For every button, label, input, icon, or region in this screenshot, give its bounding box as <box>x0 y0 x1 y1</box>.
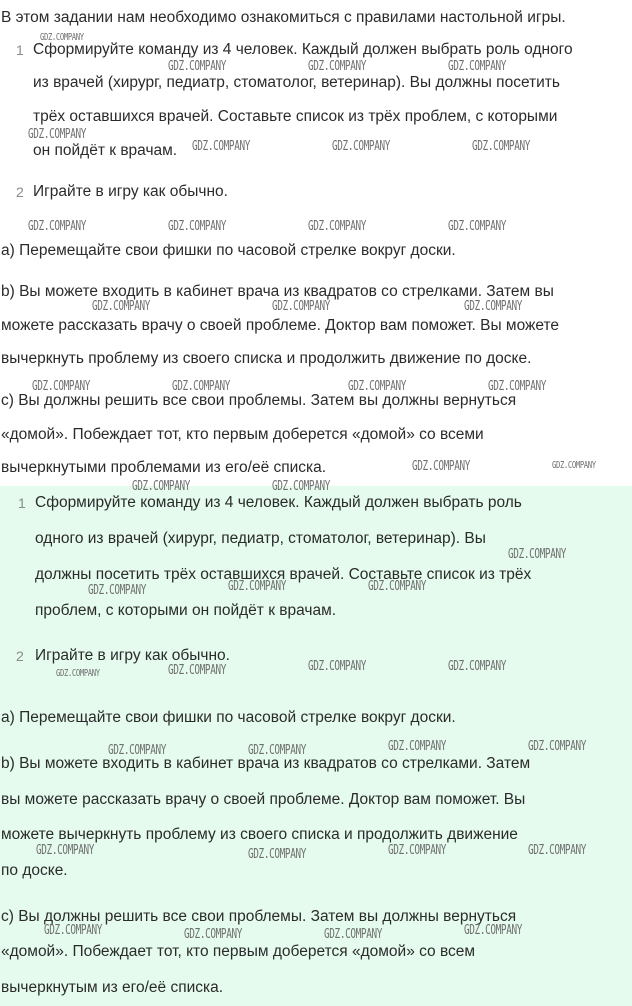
watermark: GDZ.COMPANY <box>32 379 91 394</box>
paragraph-line: можете вычеркнуть проблему из своего списка и продолжить движение <box>1 826 518 843</box>
watermark: GDZ.COMPANY <box>172 379 231 394</box>
list-number: 1 <box>18 495 26 511</box>
watermark: GDZ.COMPANY <box>324 927 383 942</box>
paragraph-line: вы можете рассказать врачу о своей проблеме. Доктор вам поможет. Вы <box>1 791 526 808</box>
paragraph-line: из врачей (хирург, педиатр, стоматолог, ветеринар). Вы должны посетить <box>33 74 560 91</box>
watermark: GDZ.COMPANY <box>332 139 391 154</box>
watermark: GDZ.COMPANY <box>44 923 103 938</box>
watermark: GDZ.COMPANY <box>508 547 567 562</box>
watermark: GDZ.COMPANY <box>388 843 447 858</box>
watermark: GDZ.COMPANY <box>88 583 147 598</box>
watermark: GDZ.COMPANY <box>228 579 287 594</box>
list-number: 2 <box>16 184 24 200</box>
paragraph-line: b) Вы можете входить в кабинет врача из квадратов со стрелками. Затем вы <box>1 283 554 300</box>
watermark: GDZ.COMPANY <box>308 659 367 674</box>
watermark: GDZ.COMPANY <box>168 663 227 678</box>
paragraph-line: b) Вы можете входить в кабинет врача из квадратов со стрелками. Затем <box>1 755 531 772</box>
watermark: GDZ.COMPANY <box>448 59 507 74</box>
paragraph-line: должны посетить трёх оставшихся врачей. Составьте список из трёх <box>35 566 532 583</box>
watermark: GDZ.COMPANY <box>528 843 587 858</box>
watermark: GDZ.COMPANY <box>132 479 191 494</box>
watermark: GDZ.COMPANY <box>168 219 227 234</box>
watermark: GDZ.COMPANY <box>248 847 307 862</box>
watermark: GDZ.COMPANY <box>488 379 547 394</box>
watermark: GDZ.COMPANY <box>272 299 331 314</box>
paragraph-line: трёх оставшихся врачей. Составьте список из трёх проблем, с которыми <box>33 108 558 125</box>
watermark: GDZ.COMPANY <box>272 479 331 494</box>
watermark: GDZ.COMPANY <box>92 299 151 314</box>
watermark: GDZ.COMPANY <box>464 923 523 938</box>
paragraph-line: Играйте в игру как обычно. <box>33 183 228 200</box>
paragraph-line: проблем, с которыми он пойдёт к врачам. <box>35 602 337 619</box>
paragraph-line: Сформируйте команду из 4 человек. Каждый должен выбрать роль одного <box>33 41 573 58</box>
watermark: GDZ.COMPANY <box>448 659 507 674</box>
paragraph-line: по доске. <box>1 862 68 879</box>
watermark: GDZ.COMPANY <box>28 219 87 234</box>
list-number: 2 <box>16 648 24 664</box>
watermark: GDZ.COMPANY <box>472 139 531 154</box>
paragraph-line: Сформируйте команду из 4 человек. Каждый должен выбрать роль <box>35 494 522 511</box>
watermark: GDZ.COMPANY <box>348 379 407 394</box>
watermark: GDZ.COMPANY <box>308 219 367 234</box>
list-number: 1 <box>16 42 24 58</box>
watermark: GDZ.COMPANY <box>184 927 243 942</box>
watermark: GDZ.COMPANY <box>168 59 227 74</box>
paragraph-line: вычеркнуть проблему из своего списка и продолжить движение по доске. <box>1 350 532 367</box>
watermark: GDZ.COMPANY <box>36 843 95 858</box>
watermark: GDZ.COMPANY <box>248 743 307 758</box>
watermark: GDZ.COMPANY <box>56 668 100 679</box>
paragraph-line: а) Перемещайте свои фишки по часовой стрелке вокруг доски. <box>1 242 456 259</box>
paragraph-line: вычеркнутым из его/её списка. <box>1 979 224 996</box>
intro-text: В этом задании нам необходимо ознакомиться с правилами настольной игры. <box>1 9 566 26</box>
watermark: GDZ.COMPANY <box>368 579 427 594</box>
paragraph-line: а) Перемещайте свои фишки по часовой стрелке вокруг доски. <box>1 709 456 726</box>
watermark: GDZ.COMPANY <box>308 59 367 74</box>
watermark: GDZ.COMPANY <box>464 299 523 314</box>
watermark: GDZ.COMPANY <box>108 743 167 758</box>
paragraph-line: «домой». Побеждает тот, кто первым доберется «домой» со всеми <box>1 426 484 443</box>
watermark: GDZ.COMPANY <box>192 139 251 154</box>
paragraph-line: «домой». Побеждает тот, кто первым доберется «домой» со всем <box>1 943 476 960</box>
paragraph-line: он пойдёт к врачам. <box>33 142 178 159</box>
paragraph-line: Играйте в игру как обычно. <box>35 647 230 664</box>
paragraph-line: одного из врачей (хирург, педиатр, стоматолог, ветеринар). Вы <box>35 530 486 547</box>
paragraph-line: с) Вы должны решить все свои проблемы. Затем вы должны вернуться <box>1 908 517 925</box>
paragraph-line: с) Вы должны решить все свои проблемы. Затем вы должны вернуться <box>1 392 517 409</box>
watermark: GDZ.COMPANY <box>412 459 471 474</box>
watermark: GDZ.COMPANY <box>528 739 587 754</box>
paragraph-line: вычеркнутыми проблемами из его/её списка. <box>1 459 327 476</box>
watermark: GDZ.COMPANY <box>28 127 87 142</box>
watermark: GDZ.COMPANY <box>448 219 507 234</box>
paragraph-line: можете рассказать врачу о своей проблеме. Доктор вам поможет. Вы можете <box>1 317 560 334</box>
watermark: GDZ.COMPANY <box>552 460 596 471</box>
watermark: GDZ.COMPANY <box>40 32 84 43</box>
watermark: GDZ.COMPANY <box>388 739 447 754</box>
